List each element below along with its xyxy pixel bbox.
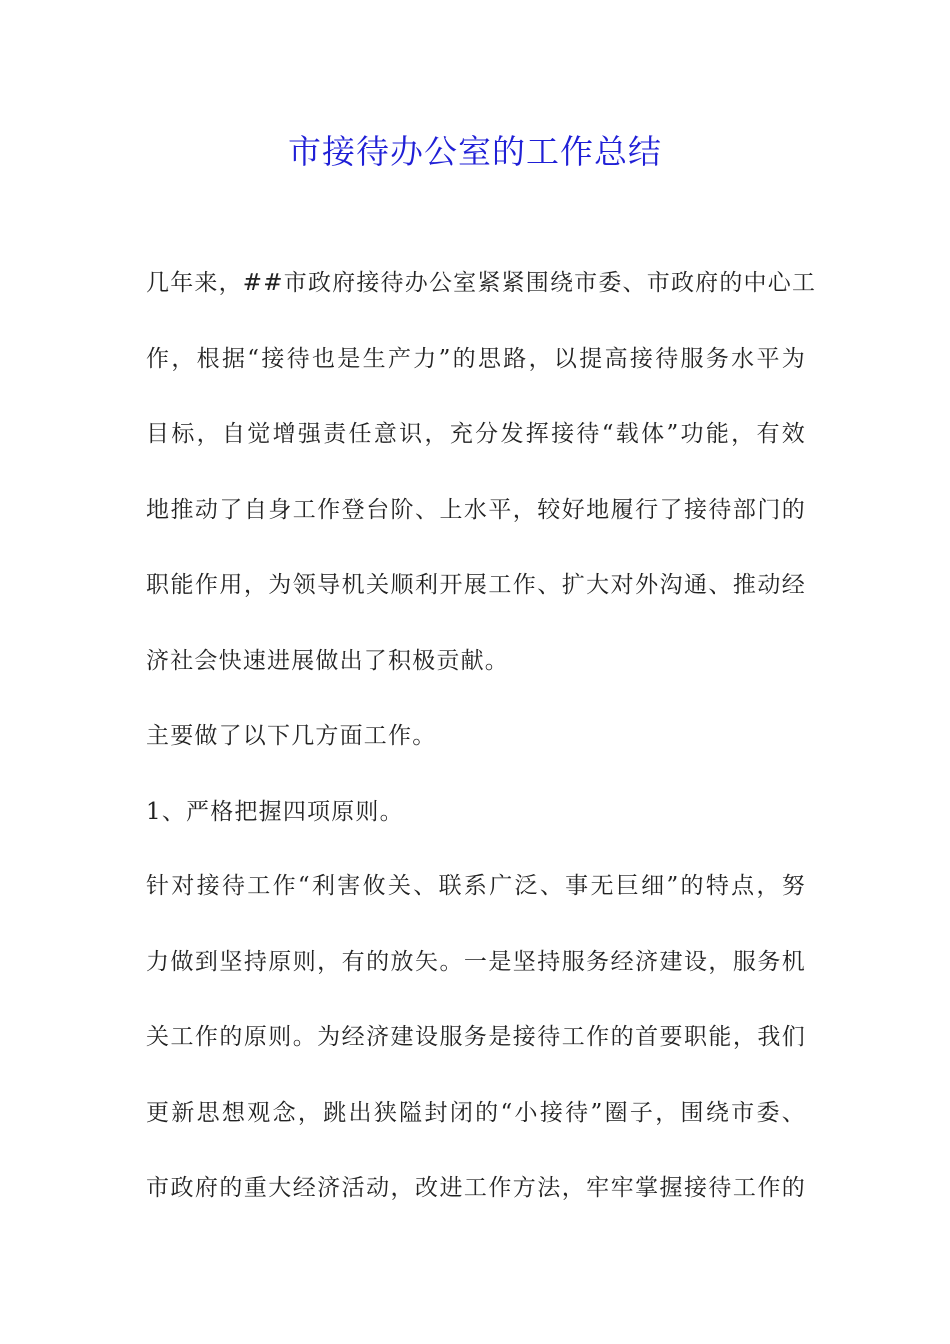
paragraph-summary (146, 716, 806, 792)
text-line: 关工作的原则。为经济建设服务是接待工作的首要职能，我们 (146, 1024, 806, 1050)
text-line: 针对接待工作“利害攸关、联系广泛、事无巨细”的特点，努 (146, 873, 806, 899)
text-line: 济社会快速进展做出了积极贡献。 (146, 647, 509, 674)
paragraph-principles (146, 866, 806, 1244)
text-line: 力做到坚持原则，有的放矢。一是坚持服务经济建设，服务机 (146, 948, 806, 975)
text-line: 市政府的重大经济活动，改进工作方法，牢牢掌握接待工作的 (146, 1175, 806, 1201)
text-line: 职能作用，为领导机关顺利开展工作、扩大对外沟通、推动经 (146, 572, 806, 598)
paragraph-intro (146, 263, 817, 716)
text-line: 作，根据“接待也是生产力”的思路，以提高接待服务水平为 (146, 345, 806, 372)
section-heading (146, 792, 806, 868)
text-line: 主要做了以下几方面工作。 (146, 723, 437, 749)
text-line: 1、严格把握四项原则。 (146, 799, 404, 825)
text-line: 地推动了自身工作登台阶、上水平，较好地履行了接待部门的 (146, 496, 806, 523)
text-line: 几年来，##市政府接待办公室紧紧围绕市委、市政府的中心工 (146, 270, 817, 296)
document-title: 市接待办公室的工作总结 (288, 132, 662, 171)
text-line: 目标，自觉增强责任意识，充分发挥接待“载体”功能，有效 (146, 421, 806, 447)
text-line: 更新思想观念，跳出狭隘封闭的“小接待”圈子，围绕市委、 (146, 1099, 806, 1126)
